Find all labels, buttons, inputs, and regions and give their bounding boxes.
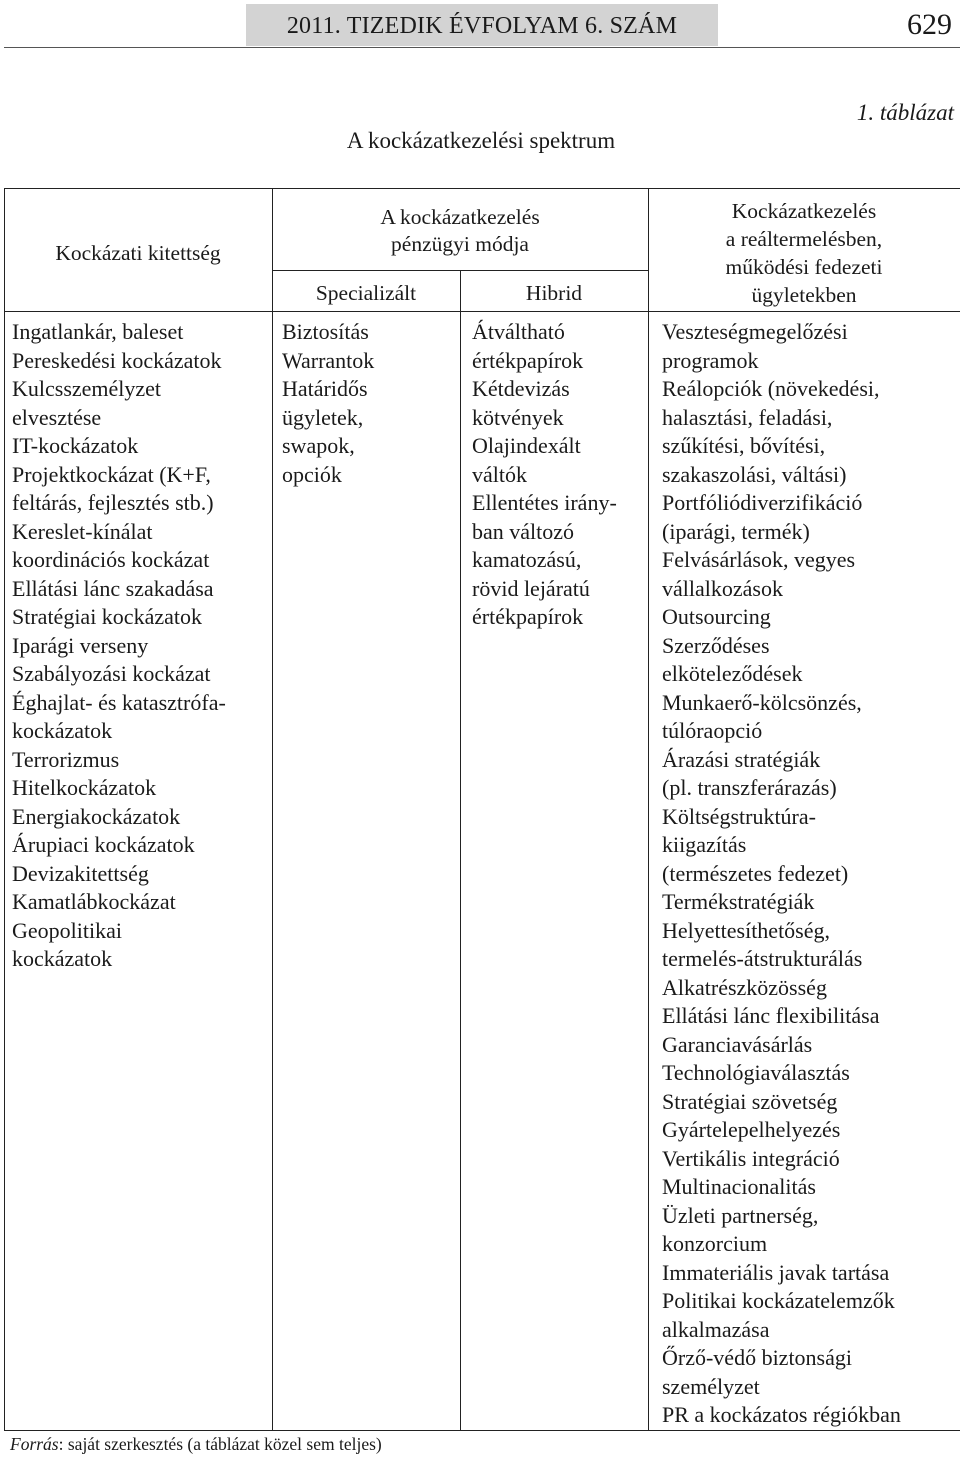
header-exposure: Kockázati kitettség [55,241,221,265]
real-measure-line: Alkatrészközösség [662,974,827,1000]
exposure-line: Projektkockázat (K+F, [12,461,211,487]
exposure-line: feltárás, fejlesztés stb.) [12,490,214,515]
real-measure-line: (pl. transzferárazás) [662,775,837,800]
exposure-line: Szabályozási kockázat [12,661,211,686]
real-measure-line: Reálopciók (növekedési, [662,376,880,401]
exposure-line: Stratégiai kockázatok [12,604,202,629]
table-top-rule [4,188,960,189]
header-real-line4: ügyletekben [751,283,857,307]
exposure-column [12,318,226,974]
real-measure-line: Gyártelepelhelyezés [662,1117,841,1142]
specialized-column [282,318,374,489]
real-measure-line: Helyettesíthetőség, [662,917,831,943]
journal-issue-title: 2011. TIZEDIK ÉVFOLYAM 6. SZÁM [286,13,678,39]
header-hybrid: Hibrid [525,281,583,305]
exposure-line: Devizakitettség [12,860,149,886]
exposure-line: Árupiaci kockázatok [12,832,195,857]
real-measure-line: halasztási, feladási, [662,404,833,430]
hybrid-line: Kétdevizás [472,376,570,401]
column-divider-2 [460,270,461,1430]
real-measure-line: Költségstruktúra- [662,803,816,829]
table-label: 1. táblázat [856,100,954,125]
real-measure-line: Politikai kockázatelemzők [662,1288,895,1313]
real-measure-line: Stratégiai szövetség [662,1088,838,1114]
real-measure-line: Veszteségmegelőzési [662,319,848,344]
hybrid-line: Olajindexált [472,433,581,458]
table-title: A kockázatkezelési spektrum [346,128,616,153]
real-measure-line: elköteleződések [662,661,803,686]
real-measure-line: alkalmazása [662,1316,770,1342]
real-measure-line: személyzet [662,1373,760,1399]
real-measure-line: PR a kockázatos régiókban [662,1402,901,1427]
source-note [10,1434,382,1455]
real-measure-line: túlóraopció [662,718,763,743]
header-financial-line2: pénzügyi módja [391,232,529,256]
page-number: 629 [907,8,952,41]
real-measure-line: Őrző-védő biztonsági [662,1345,852,1370]
exposure-line: Energiakockázatok [12,803,181,829]
hybrid-line: értékpapírok [472,347,584,373]
real-measure-line: Multinacionalitás [662,1174,816,1199]
real-measure-line: Szerződéses [662,632,770,658]
hybrid-line: rövid lejáratú [472,575,590,601]
specialized-line: Határidős [282,376,368,401]
header-real-line3: működési fedezeti [725,255,883,279]
exposure-line: Kereslet-kínálat [12,518,153,544]
table-bottom-rule [4,1430,960,1431]
exposure-line: Terrorizmus [12,746,120,772]
specialized-line: ügyletek, [282,404,364,430]
real-measure-line: (természetes fedezet) [662,860,849,886]
real-measure-line: programok [662,347,759,373]
hybrid-line: Ellentétes irány- [472,490,617,515]
exposure-line: kockázatok [12,718,113,743]
exposure-line: kockázatok [12,946,113,971]
real-measure-line: kiigazítás [662,832,747,857]
source-text: : saját szerkesztés (a táblázat közel sem teljes) [58,1434,382,1454]
exposure-line: Geopolitikai [12,917,122,943]
header-divider [4,47,960,48]
specialized-line: swapok, [282,433,355,458]
specialized-line: opciók [282,461,342,487]
real-measure-line: termelés-átstrukturálás [662,946,863,971]
column-divider-1 [272,188,273,1430]
exposure-line: elvesztése [12,404,102,430]
real-measure-line: Felvásárlások, vegyes [662,547,856,572]
real-measure-line: Technológiaválasztás [662,1060,850,1085]
real-measure-line: Vertikális integráció [662,1145,840,1171]
hybrid-line: értékpapírok [472,604,584,629]
exposure-line: Pereskedési kockázatok [12,347,222,373]
real-measure-line: Termékstratégiák [662,889,815,914]
header-financial-line1: A kockázatkezelés [380,205,540,229]
hybrid-line: Átváltható [472,319,565,344]
table-left-border [4,188,5,1430]
header-real-line1: Kockázatkezelés [731,199,877,223]
exposure-line: Ellátási lánc szakadása [12,575,214,601]
real-measures-column [662,318,901,1430]
real-measure-line: Munkaerő-kölcsönzés, [662,689,862,715]
real-measure-line: szűkítési, bővítési, [662,433,826,458]
header-real-line2: a reáltermelésben, [725,227,883,251]
exposure-line: Hitelkockázatok [12,775,157,800]
hybrid-line: ban változó [472,518,575,544]
hybrid-line: kamatozású, [472,547,582,572]
exposure-line: Iparági verseny [12,632,149,658]
hybrid-line: váltók [472,461,527,487]
real-measure-line: Portfóliódiverzifikáció [662,490,863,515]
real-measure-line: Üzleti partnerség, [662,1202,819,1228]
source-label: Forrás [10,1434,59,1454]
exposure-line: Ingatlankár, baleset [12,319,184,344]
real-measure-line: konzorcium [662,1231,768,1256]
real-measure-line: Garanciavásárlás [662,1031,813,1057]
exposure-line: koordinációs kockázat [12,547,210,572]
exposure-line: Kulcsszemélyzet [12,376,162,401]
specialized-line: Biztosítás [282,319,369,344]
real-measure-line: Ellátási lánc flexibilitása [662,1003,880,1028]
column-divider-3 [648,188,649,1430]
exposure-line: Éghajlat- és katasztrófa- [12,689,226,715]
header-bottom-rule [4,311,960,312]
real-measure-line: vállalkozások [662,575,783,601]
real-measure-line: Outsourcing [662,604,771,629]
real-measure-line: Immateriális javak tartása [662,1259,890,1285]
hybrid-column [472,318,617,632]
exposure-line: IT-kockázatok [12,433,139,458]
real-measure-line: szakaszolási, váltási) [662,461,847,487]
real-measure-line: (iparági, termék) [662,518,810,544]
exposure-line: Kamatlábkockázat [12,889,176,914]
specialized-line: Warrantok [282,347,375,373]
real-measure-line: Árazási stratégiák [662,746,821,772]
header-specialized: Specializált [315,281,417,305]
hybrid-line: kötvények [472,404,564,430]
